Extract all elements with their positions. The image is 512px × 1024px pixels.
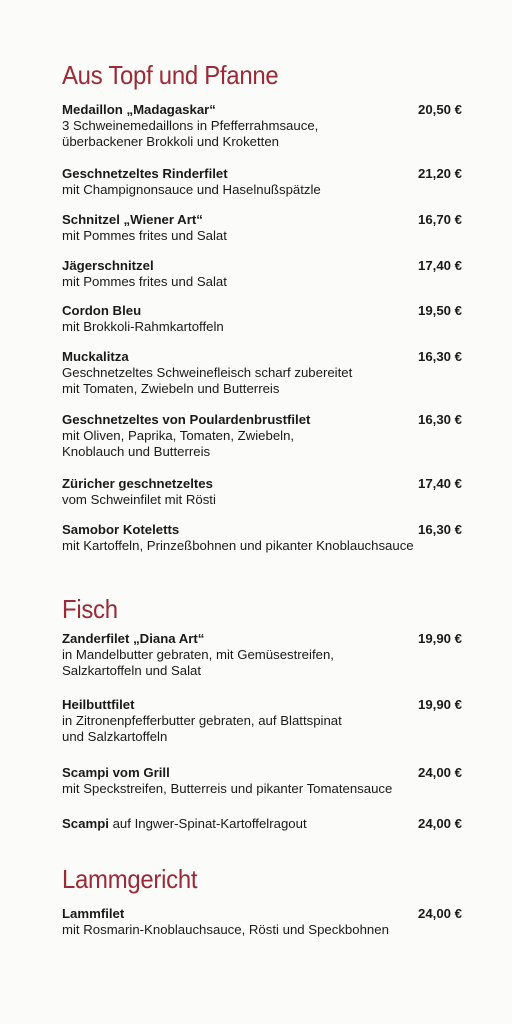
item-price: 19,90 € [418, 631, 462, 646]
item-name: Zanderfilet „Diana Art“ [62, 631, 205, 646]
item-price: 16,30 € [418, 349, 462, 364]
item-desc: mit Tomaten, Zwiebeln und Butterreis [62, 381, 280, 396]
item-desc: mit Kartoffeln, Prinzeßbohnen und pikanter Knoblauchsauce [62, 538, 414, 553]
section-title: Fisch [62, 594, 118, 624]
menu-item [62, 258, 462, 290]
menu-item [62, 412, 462, 460]
menu-item [62, 697, 462, 745]
item-name: Geschnetzeltes von Poulardenbrustfilet [62, 412, 311, 427]
section-title: Lammgericht [62, 864, 198, 894]
section-title: Aus Topf und Pfanne [62, 60, 279, 90]
section-topf-pfanne [62, 60, 462, 91]
item-price: 19,90 € [418, 697, 462, 712]
item-name: Medaillon „Madagaskar“ [62, 102, 216, 117]
menu-item [62, 765, 462, 797]
item-desc: mit Pommes frites und Salat [62, 228, 227, 243]
item-price: 20,50 € [418, 102, 462, 117]
item-desc: überbackener Brokkoli und Kroketten [62, 134, 279, 149]
item-desc: 3 Schweinemedaillons in Pfefferrahmsauce, [62, 118, 319, 133]
item-desc: in Mandelbutter gebraten, mit Gemüsestreifen, [62, 647, 334, 662]
item-name: Schnitzel „Wiener Art“ [62, 212, 203, 227]
item-name: Scampi [62, 816, 109, 831]
item-price: 24,00 € [418, 906, 462, 921]
item-name: Muckalitza [62, 349, 129, 364]
item-name: Züricher geschnetzeltes [62, 476, 213, 491]
item-desc: Salzkartoffeln und Salat [62, 663, 202, 678]
item-name: Samobor Koteletts [62, 522, 180, 537]
item-name: Scampi vom Grill [62, 765, 170, 780]
menu-item [62, 631, 462, 679]
item-desc: mit Rosmarin-Knoblauchsauce, Rösti und Speckbohnen [62, 922, 389, 937]
item-price: 17,40 € [418, 476, 462, 491]
item-price: 24,00 € [418, 765, 462, 780]
item-desc: mit Speckstreifen, Butterreis und pikanter Tomatensauce [62, 781, 393, 796]
menu-item [62, 522, 462, 554]
item-desc: Knoblauch und Butterreis [62, 444, 211, 459]
item-name: Geschnetzeltes Rinderfilet [62, 166, 228, 181]
section-fisch [62, 594, 462, 625]
item-price: 17,40 € [418, 258, 462, 273]
menu-item [62, 906, 462, 938]
item-price: 16,70 € [418, 212, 462, 227]
item-price: 16,30 € [418, 522, 462, 537]
item-name: Lammfilet [62, 906, 125, 921]
item-desc: und Salzkartoffeln [62, 729, 168, 744]
menu-item [62, 816, 462, 832]
menu-item [62, 303, 462, 335]
item-price: 19,50 € [418, 303, 462, 318]
item-name: Heilbuttfilet [62, 697, 135, 712]
item-desc: Geschnetzeltes Schweinefleisch scharf zubereitet [62, 365, 353, 380]
item-name: Cordon Bleu [62, 303, 142, 318]
item-price: 16,30 € [418, 412, 462, 427]
item-desc: mit Champignonsauce und Haselnußspätzle [62, 182, 321, 197]
item-desc: mit Pommes frites und Salat [62, 274, 227, 289]
item-desc: vom Schweinfilet mit Rösti [62, 492, 216, 507]
item-price: 24,00 € [418, 816, 462, 831]
menu-item [62, 102, 462, 150]
section-lammgericht [62, 864, 462, 895]
menu-item [62, 476, 462, 508]
item-desc: mit Brokkoli-Rahmkartoffeln [62, 319, 224, 334]
item-desc: in Zitronenpfefferbutter gebraten, auf Blattspinat [62, 713, 342, 728]
menu-item [62, 212, 462, 244]
item-name: Jägerschnitzel [62, 258, 154, 273]
item-price: 21,20 € [418, 166, 462, 181]
item-desc: mit Oliven, Paprika, Tomaten, Zwiebeln, [62, 428, 295, 443]
menu-item [62, 349, 462, 397]
item-desc: auf Ingwer-Spinat-Kartoffelragout [108, 816, 307, 831]
menu-item [62, 166, 462, 198]
